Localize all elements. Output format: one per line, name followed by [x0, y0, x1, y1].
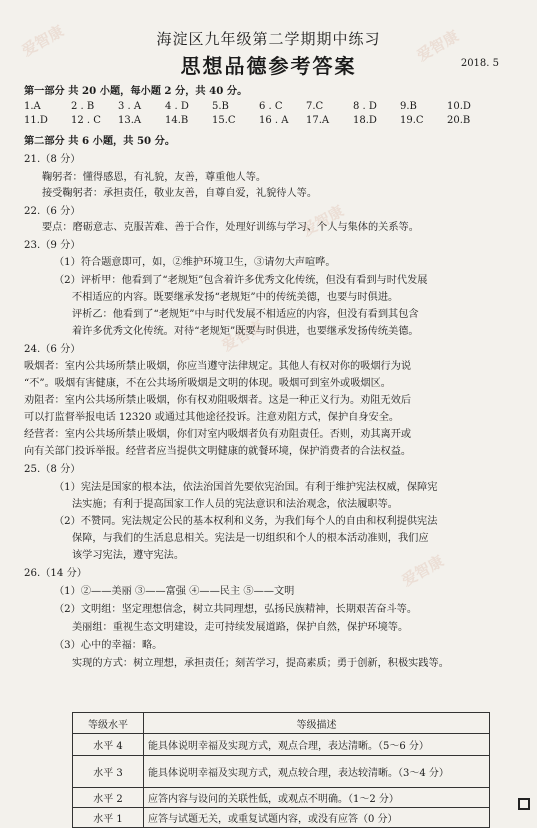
answer-line: 鞠躬者：懂得感恩，有礼貌，友善，尊重他人等。: [42, 172, 267, 183]
answer-line: （1）符合题意即可，如，②维护环境卫生，③请勿大声喧哗。: [54, 257, 336, 268]
answer-item: 7.C: [306, 101, 324, 112]
table-row: [73, 808, 490, 828]
level-cell: 水平 2: [73, 788, 144, 808]
answer-item: 8 . D: [353, 101, 377, 112]
qr-code-icon: [518, 798, 530, 810]
answer-item: 5.B: [212, 101, 229, 112]
question-23-heading: 23.（9 分）: [24, 240, 81, 251]
answer-item: 11.D: [24, 115, 48, 126]
table-header-row: [73, 713, 490, 734]
level-cell: 水平 3: [73, 756, 144, 788]
answer-line: 劝阻者：室内公共场所禁止吸烟，你有权劝阻吸烟者。这是一种正义行为。劝阻无效后: [24, 395, 412, 406]
question-25-heading: 25.（8 分）: [24, 464, 81, 475]
answer-item: 4 . D: [165, 101, 189, 112]
document-date: 2018. 5: [460, 58, 499, 69]
part1-heading: 第一部分 共 20 小题，每小题 2 分，共 40 分。: [24, 85, 248, 97]
table-row: [73, 756, 490, 788]
answer-line: （1）宪法是国家的根本法，依法治国首先要依宪治国。有利于维护宪法权威，保障宪: [54, 482, 438, 493]
answer-item: 6 . C: [259, 101, 283, 112]
answer-line: 吸烟者：室内公共场所禁止吸烟，你应当遵守法律规定。其他人有权对你的吸烟行为说: [24, 361, 412, 372]
answer-item: 2 . B: [71, 101, 95, 112]
answer-item: 16 . A: [259, 115, 289, 126]
answer-line: 着许多优秀文化传统。对待“老规矩”既要与时俱进，也要继承发扬传统美德。: [72, 326, 419, 337]
answer-item: 17.A: [306, 115, 330, 126]
answer-item: 19.C: [400, 115, 424, 126]
answer-line: 接受鞠躬者：承担责任，敬业友善，自尊自爱，礼貌待人等。: [42, 188, 318, 199]
question-24-heading: 24.（6 分）: [24, 344, 81, 355]
watermark: 爱智康: [18, 21, 67, 60]
description-cell: 应答内容与设问的关联性低，或观点不明确。（1～2 分）: [144, 788, 490, 808]
answer-line: 实现的方式：树立理想，承担责任；刻苦学习，提高素质；勇于创新，积极实践等。: [72, 658, 449, 669]
answer-line: 经营者：室内公共场所禁止吸烟，你们对室内吸烟者负有劝阻责任。否则，劝其离开或: [24, 429, 412, 440]
answer-line: （2）文明组：坚定理想信念，树立共同理想，弘扬民族精神，长期艰苦奋斗等。: [54, 604, 418, 615]
answer-item: 18.D: [353, 115, 377, 126]
question-21-heading: 21.（8 分）: [24, 154, 81, 165]
level-cell: 水平 1: [73, 808, 144, 828]
answer-item: 9.B: [400, 101, 417, 112]
answer-line: 要点：磨砺意志、克服苦难、善于合作，处理好训练与学习、个人与集体的关系等。: [42, 222, 419, 233]
answer-line: （3）心中的幸福：略。: [54, 640, 163, 651]
question-26-heading: 26.（14 分）: [24, 568, 87, 579]
table-header-description: 等级描述: [144, 713, 490, 734]
answer-line: （2）评析甲：他看到了“老规矩”包含着许多优秀文化传统，但没有看到与时代发展: [54, 275, 428, 286]
answer-line: 向有关部门投诉举报。经营者应当提供文明健康的就餐环境，保护消费者的合法权益。: [24, 446, 412, 457]
answer-item: 15.C: [212, 115, 236, 126]
watermark: 爱智康: [398, 551, 447, 590]
exam-title: 海淀区九年级第二学期期中练习: [156, 30, 381, 48]
answer-item: 3 . A: [118, 101, 142, 112]
description-cell: 能具体说明幸福及实现方式，观点合理，表达清晰。（5～6 分）: [144, 734, 490, 756]
answer-grid: [24, 100, 494, 128]
answer-line: 不相适应的内容。既要继承发扬“老规矩”中的传统美德，也要与时俱进。: [72, 292, 399, 303]
answer-item: 12 . C: [71, 115, 101, 126]
answer-item: 1.A: [24, 101, 41, 112]
watermark: 爱智康: [298, 201, 347, 240]
watermark: 爱智康: [218, 316, 267, 355]
part2-heading: 第二部分 共 6 小题，共 50 分。: [24, 135, 176, 147]
table-header-level: 等级水平: [73, 713, 144, 734]
answer-item: 10.D: [447, 101, 471, 112]
question-22-heading: 22.（6 分）: [24, 206, 81, 217]
scoring-table: [72, 712, 490, 828]
description-cell: 能具体说明幸福及实现方式，观点较合理，表达较清晰。（3～4 分）: [144, 756, 490, 788]
answer-line: 法实施；有利于提高国家工作人员的宪法意识和法治观念，依法履职等。: [72, 499, 398, 510]
table-row: [73, 734, 490, 756]
answer-line: “不”。吸烟有害健康，不在公共场所吸烟是文明的体现。吸烟可到室外或吸烟区。: [24, 378, 391, 389]
document-title: 思想品德参考答案: [180, 54, 357, 78]
answer-line: （1）②——美丽 ③——富强 ④——民主 ⑤——文明: [54, 586, 295, 597]
answer-line: 可以打监督举报电话 12320 或通过其他途径投诉。注意劝阻方式，保护自身安全。: [24, 412, 400, 423]
answer-item: 13.A: [118, 115, 142, 126]
description-cell: 应答与试题无关，或重复试题内容，或没有应答（0 分）: [144, 808, 490, 828]
answer-line: 保障，与我们的生活息息相关。宪法是一切组织和个人的根本活动准则，我们应: [72, 533, 429, 544]
answer-line: （2）不赞同。宪法规定公民的基本权利和义务，为我们每个人的自由和权利提供宪法: [54, 516, 438, 527]
watermark: 爱智康: [413, 26, 462, 65]
answer-item: 20.B: [447, 115, 471, 126]
level-cell: 水平 4: [73, 734, 144, 756]
answer-line: 该学习宪法，遵守宪法。: [72, 550, 185, 561]
answer-line: 评析乙：他看到了“老规矩”中与时代发展不相适应的内容，但没有看到其包含: [72, 309, 419, 320]
answer-item: 14.B: [165, 115, 189, 126]
table-row: [73, 788, 490, 808]
answer-line: 美丽组：重视生态文明建设，走可持续发展道路，保护自然，保护环境等。: [72, 622, 409, 633]
